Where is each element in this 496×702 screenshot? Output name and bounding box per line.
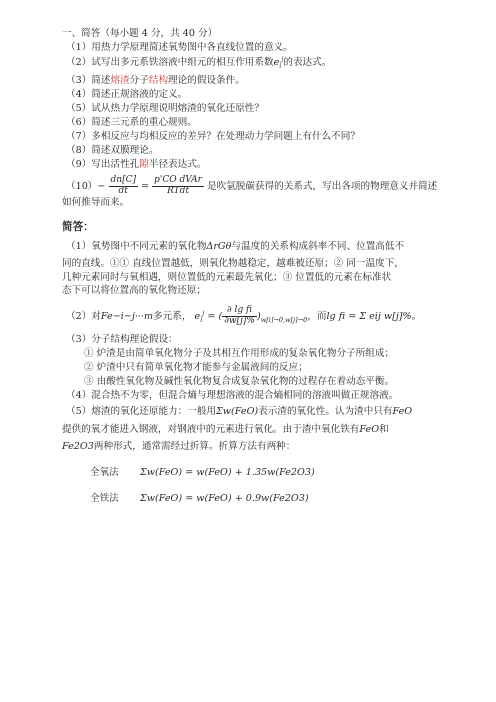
answer-1-line-4 <box>62 284 442 298</box>
def-lhs: e <box>194 311 201 323</box>
system-expression: Fe−i−j···m <box>100 311 154 323</box>
answer-1-line-2-text: 同的直线。①① 直线位置越低，则氧化物越稳定，越难被还原；② 同一温度下， <box>62 257 404 269</box>
answers-header-text: 简答： <box>62 221 94 234</box>
equals-sign: = <box>141 180 150 192</box>
answer-2 <box>62 306 442 327</box>
answers-header <box>62 220 442 235</box>
question-3 <box>62 74 442 88</box>
symbol-sup: j <box>281 54 284 63</box>
answer-1-line-3-text: 几种元素同时与氧相遇，则位置低的元素最先氧化；③ 位置低的元素在标准状 <box>62 271 392 283</box>
question-9-text-a: （9）写出活性孔 <box>66 158 140 170</box>
question-6 <box>62 116 442 130</box>
question-2 <box>62 55 442 72</box>
answer-2-end: 。 <box>411 311 422 323</box>
question-2-text: （2）试写出多元系铁溶液中组元的相互作用系数 <box>66 57 274 68</box>
question-3-text-c: 理论的假设条件。 <box>168 75 245 87</box>
formula-1-expression: Σw(FeO) = w(FeO) + 1.35w(Fe2O3) <box>140 467 315 479</box>
question-6-text: （6）简述三元系的重心规则。 <box>66 117 197 129</box>
answer-5-text-b: 表示渣的氧化性。认为渣中只有 <box>258 405 393 417</box>
rhs-denominator: RTdt <box>167 185 190 196</box>
formula-lhs-fraction <box>109 176 138 197</box>
question-5-text: （5）试从热力学原理说明熔渣的氧化还原性？ <box>66 103 264 115</box>
question-10 <box>62 176 442 197</box>
question-7-text: （7）多相反应与均相反应的差异？在处理动力学问题上有什么不同？ <box>66 130 360 142</box>
answer-1-text-a: （1）氧势图中不同元素的氧化物 <box>66 240 207 252</box>
question-9 <box>62 158 442 172</box>
question-8-text: （8）简述双膜理论。 <box>66 144 159 156</box>
minus-sign: − <box>97 180 106 192</box>
question-4-text: （4）简述正规溶液的定义。 <box>66 89 188 101</box>
section-title-text: 一、简答（每小题 4 分，共 40 分） <box>62 28 218 39</box>
formula-2-expression: Σw(FeO) = w(FeO) + 0.9w(Fe2O3) <box>140 493 309 505</box>
answer-5-line-2-text: 提供的氧才能进入钢液，对钢液中的元素进行氧化。由于渣中氧化铁有 <box>62 423 360 435</box>
formula-total-iron <box>62 492 442 506</box>
formula-2-label: 全铁法 <box>90 493 119 505</box>
symbol-e: e <box>273 57 280 68</box>
question-8 <box>62 144 442 158</box>
def-condition: w[i]→0,w[j]→0 <box>260 316 308 325</box>
question-4 <box>62 88 442 102</box>
fe2o3-symbol: Fe2O3 <box>62 441 94 453</box>
answer-3-item-3 <box>62 375 442 389</box>
answer-1-line-2 <box>62 257 442 271</box>
formula-1-label: 全氧法 <box>90 467 119 479</box>
answer-2-mid: 多元系， <box>153 311 192 323</box>
symbol-sub: i <box>279 61 282 70</box>
question-7 <box>62 130 442 144</box>
sum-feo-symbol: Σw(FeO) <box>216 405 259 417</box>
section-title <box>62 27 442 41</box>
answer-3-item-2 <box>62 361 442 375</box>
question-3-text-a: （3）简述 <box>66 75 111 87</box>
feo-symbol-2: FeO <box>359 423 380 435</box>
question-2-suffix: 的表达式。 <box>283 57 332 68</box>
def-close: ) <box>256 311 261 323</box>
answer-3-title <box>62 333 442 347</box>
document-page <box>62 27 442 511</box>
def-lhs-sup: j <box>202 309 205 318</box>
question-1-text: （1）用热力学原理简述氧势图中各直线位置的意义。 <box>66 41 293 53</box>
answer-5-text-a: （5）熔渣的氧化还原能力：一般用 <box>66 405 217 417</box>
definition-fraction <box>222 306 257 327</box>
answer-3-item-1 <box>62 347 442 361</box>
answer-3-item-2-text: ② 炉渣中只有简单氧化物才能参与金属液间的反应； <box>84 361 308 373</box>
rhs-numerator: p'CO dVAr <box>154 174 202 185</box>
question-10-continuation <box>62 196 442 210</box>
question-10-suffix: 是吹氩脱碳获得的关系式，写出各项的物理意义并简述 <box>207 180 438 192</box>
answer-5-line-2 <box>62 423 442 437</box>
answer-3-item-3-text: ③ 由酸性氧化物及碱性氧化物复合成复杂氧化物的过程存在着动态平衡。 <box>84 375 395 387</box>
lhs-denominator: dt <box>118 185 128 196</box>
question-5 <box>62 102 442 116</box>
question-9-highlight: 隙 <box>139 158 149 170</box>
feo-symbol: FeO <box>392 405 413 417</box>
answer-5-line-1 <box>62 405 442 419</box>
question-3-text-b: 分子 <box>129 75 149 87</box>
answer-1-text-b: 与温度的关系构成斜率不同、位置高低不 <box>231 240 405 252</box>
answer-4-text: （4）混合热不为零，但混合熵与理想溶液的混合熵相同的溶液叫做正规溶液。 <box>66 389 399 401</box>
formula-total-oxygen <box>62 466 442 480</box>
coefficient-def: $e_i^j$ = ( <box>194 309 223 325</box>
question-3-highlight-1: 熔渣 <box>110 75 130 87</box>
answer-2-prefix: （2）对 <box>66 311 101 323</box>
answer-5-line-3-text: 两种形式，通常需经过折算。折算方法有两种： <box>93 441 296 453</box>
answer-5-line-3 <box>62 440 442 454</box>
answer-1-line-4-text: 态下可以将位置高的氧化物还原； <box>62 285 206 297</box>
answer-2-and: ，而 <box>307 311 327 323</box>
question-1 <box>62 41 442 55</box>
answer-1-line-3 <box>62 271 442 285</box>
formula-rhs-fraction <box>152 176 204 197</box>
answer-1-line-1 <box>62 240 442 254</box>
question-9-text-b: 半径表达式。 <box>148 158 207 170</box>
answer-5-and: 和 <box>379 423 389 435</box>
question-10-cont-text: 如何推导而来。 <box>62 197 130 209</box>
question-3-highlight-2: 结构 <box>148 75 169 87</box>
interaction-coefficient-symbol <box>273 54 284 70</box>
def-numerator: ∂ lg fi <box>222 306 257 317</box>
def-lhs-sub: i <box>200 316 203 325</box>
answer-4 <box>62 389 442 403</box>
question-10-prefix: （10） <box>66 180 98 192</box>
answer-3-title-text: （3）分子结构理论假设： <box>66 334 178 346</box>
gibbs-symbol: ΔrGθ <box>206 240 232 252</box>
sum-expression: lg fi = Σ eij w[j]% <box>326 311 412 323</box>
def-denominator: ∂w[j]% <box>224 316 255 327</box>
answer-3-item-1-text: ① 炉渣是由简单氧化物分子及其相互作用形成的复杂氧化物分子所组成； <box>84 348 395 360</box>
lhs-numerator: dn[C] <box>110 174 136 185</box>
